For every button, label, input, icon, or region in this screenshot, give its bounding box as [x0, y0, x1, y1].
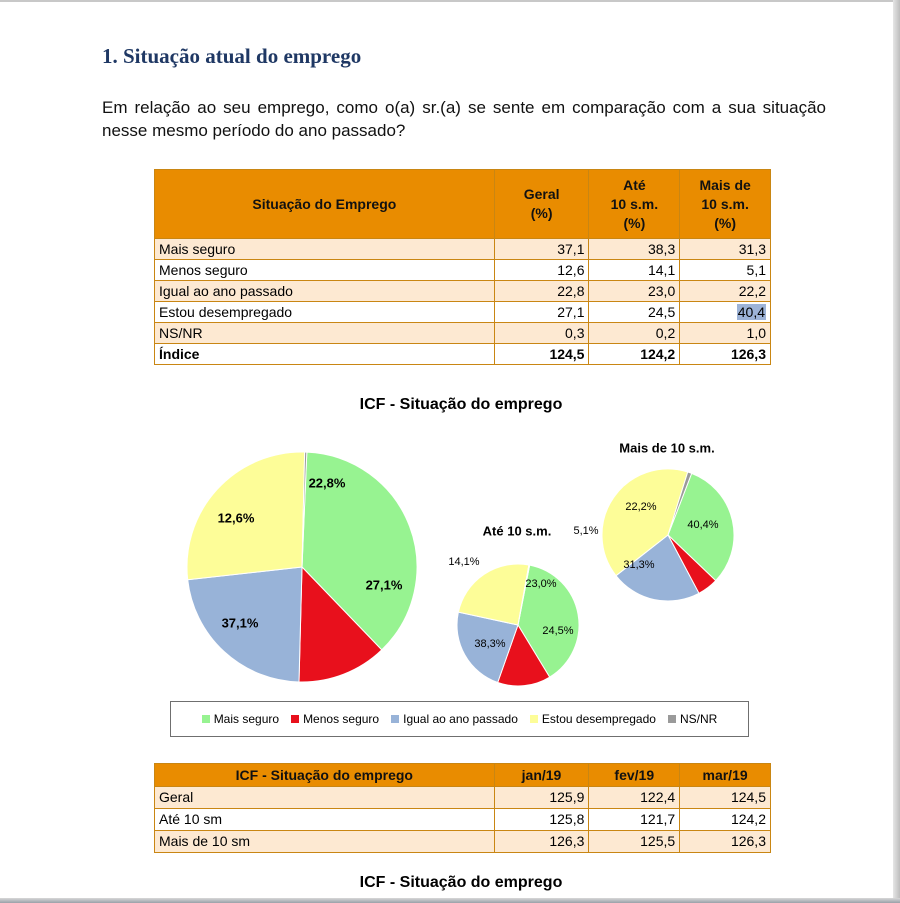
cell-mais: 126,3: [680, 344, 771, 365]
header-geral-line1: Geral: [523, 186, 560, 202]
legend-swatch-desempregado: [530, 715, 538, 723]
cell-jan: 125,9: [494, 787, 589, 809]
cell-geral: 27,1: [494, 302, 589, 323]
header-ate-line3: (%): [623, 214, 646, 231]
cell-jan: 125,8: [494, 809, 589, 831]
row-label: Menos seguro: [155, 260, 495, 281]
row-label: Índice: [155, 344, 495, 365]
pie-data-label: 24,5%: [542, 624, 574, 637]
cell-mar: 124,5: [680, 787, 771, 809]
pie-title: Até 10 s.m.: [482, 523, 552, 539]
legend-item: [202, 712, 279, 726]
cell-ate: 124,2: [589, 344, 680, 365]
row-label: Geral: [155, 787, 495, 809]
pie-data-label: 22,8%: [308, 475, 346, 491]
row-label: Mais de 10 sm: [155, 831, 495, 853]
header-jan: jan/19: [494, 764, 589, 787]
legend-label: Igual ao ano passado: [403, 712, 518, 726]
legend-swatch-menos-seguro: [291, 715, 299, 723]
cell-mar: 126,3: [680, 831, 771, 853]
legend-swatch-mais-seguro: [202, 715, 210, 723]
legend-label: Estou desempregado: [541, 712, 656, 726]
cell-ate: 0,2: [589, 323, 680, 344]
legend-label: NS/NR: [679, 712, 718, 726]
cell-geral: 22,8: [494, 281, 589, 302]
pie-data-label: 37,1%: [221, 615, 259, 631]
cell-ate: 14,1: [589, 260, 680, 281]
cell-mais: 5,1: [680, 260, 771, 281]
legend-swatch-igual: [391, 715, 399, 723]
pie-data-label: 38,3%: [474, 637, 506, 650]
cell-fev: 122,4: [589, 787, 680, 809]
chart-legend: [170, 701, 749, 737]
pie-data-label: 23,0%: [525, 577, 557, 590]
legend-item: [668, 712, 717, 726]
cell-mais: 1,0: [680, 323, 771, 344]
section-title: 1. Situação atual do emprego: [102, 44, 362, 68]
cell-geral: 0,3: [494, 323, 589, 344]
header-mais-line3: (%): [714, 214, 736, 231]
row-label: Estou desempregado: [155, 302, 495, 323]
header-mais-line1: Mais de: [699, 176, 751, 193]
table-header-row: [155, 764, 771, 787]
page-bottom-edge: [0, 898, 900, 903]
cell-mais: 31,3: [680, 239, 771, 260]
selected-text-highlight[interactable]: 40,4: [737, 304, 765, 320]
pie-data-label: 40,4%: [687, 518, 719, 531]
legend-label: Menos seguro: [303, 712, 380, 726]
legend-item: [391, 712, 518, 726]
legend-item: [530, 712, 656, 726]
row-label: Até 10 sm: [155, 809, 495, 831]
header-ate-line1: Até: [623, 176, 646, 193]
legend-label: Mais seguro: [213, 712, 280, 726]
pie-data-label: 22,2%: [625, 500, 657, 513]
cell-ate: 24,5: [589, 302, 680, 323]
pie-title: Mais de 10 s.m.: [619, 440, 715, 456]
row-label: Igual ao ano passado: [155, 281, 495, 302]
pie-data-label: 31,3%: [623, 558, 655, 571]
cell-mais: 22,2: [680, 281, 771, 302]
header-situacao: Situação do Emprego: [155, 170, 495, 239]
legend-item: [291, 712, 379, 726]
icf-monthly-table: [154, 763, 771, 853]
pie-data-label: 5,1%: [573, 524, 599, 537]
header-icf: ICF - Situação do emprego: [155, 764, 495, 787]
cell-ate: 23,0: [589, 281, 680, 302]
table-row: [155, 787, 771, 809]
survey-question: Em relação ao seu emprego, como o(a) sr.(a) se sente em comparação com a sua situação nesse mesmo período do ano passado?: [102, 98, 826, 140]
cell-mar: 124,2: [680, 809, 771, 831]
header-mais-line2: 10 s.m.: [701, 195, 749, 212]
cell-geral: 37,1: [494, 239, 589, 260]
header-geral-line2: (%): [530, 205, 553, 221]
cell-ate: 38,3: [589, 239, 680, 260]
header-ate-line2: 10 s.m.: [610, 195, 659, 212]
legend-swatch-nsnr: [668, 715, 676, 723]
cell-geral: 124,5: [494, 344, 589, 365]
pie-data-label: 14,1%: [448, 555, 480, 568]
pie-data-label: 27,1%: [365, 577, 403, 593]
row-label: Mais seguro: [155, 239, 495, 260]
cell-geral: 12,6: [494, 260, 589, 281]
header-fev: fev/19: [589, 764, 680, 787]
cell-fev: 121,7: [589, 809, 680, 831]
row-label: NS/NR: [155, 323, 495, 344]
pie-data-label: 12,6%: [217, 510, 255, 526]
cell-jan: 126,3: [494, 831, 589, 853]
header-mar: mar/19: [680, 764, 771, 787]
table-row: [155, 809, 771, 831]
chart-title-2: ICF - Situação do emprego: [359, 874, 563, 891]
cell-fev: 125,5: [589, 831, 680, 853]
table-row: [155, 831, 771, 853]
chart-title: ICF - Situação do emprego: [359, 396, 563, 413]
